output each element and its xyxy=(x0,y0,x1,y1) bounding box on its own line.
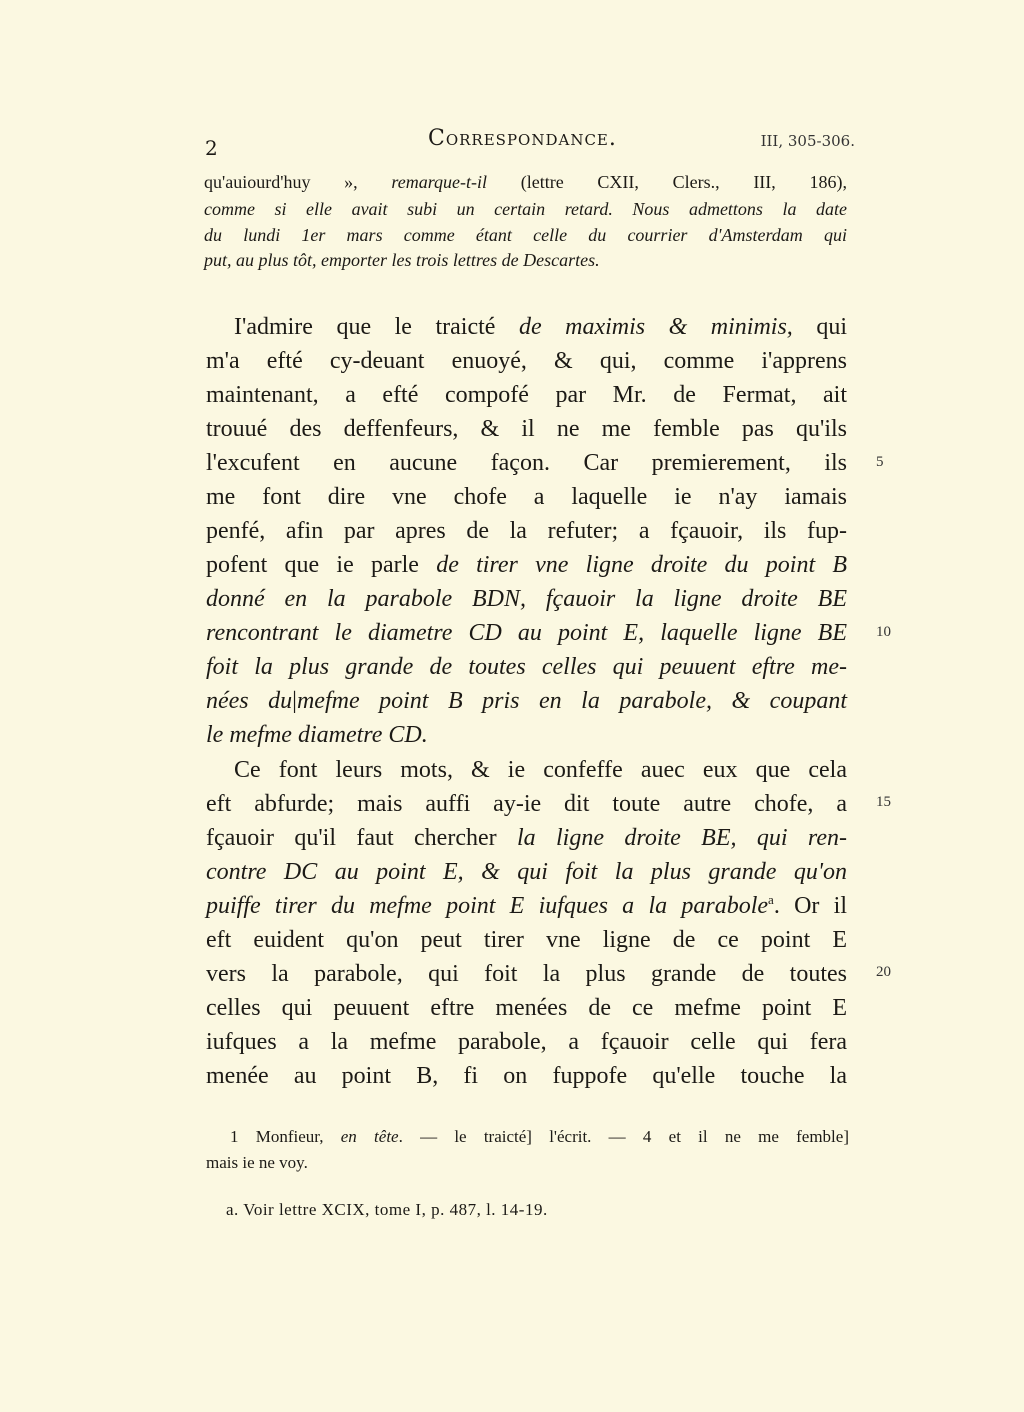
variant-line: 1 Monfieur, en tête. — le traicté] l'écrit. — 4 et il ne me femble] xyxy=(230,1127,849,1146)
note-line: qu'auiourd'huy », remarque-t-il (lettre CXII, Clers., III, 186), xyxy=(204,172,847,192)
page-number: 2 xyxy=(205,136,218,160)
note-line: du lundi 1er mars comme étant celle du courrier d'Amsterdam qui xyxy=(204,225,847,245)
text-line: eft euident qu'on peut tirer vne ligne de ce point E xyxy=(206,927,847,953)
page-header xyxy=(205,126,855,158)
text-line: l'excufent en aucune façon. Car premierement, ils xyxy=(206,450,847,476)
line-number: 15 xyxy=(876,794,891,810)
text-line: foit la plus grande de toutes celles qui peuuent eftre me- xyxy=(206,654,847,680)
line-number: 20 xyxy=(876,964,891,980)
text-line: contre DC au point E, & qui foit la plus grande qu'on xyxy=(206,859,847,885)
text-line: puiffe tirer du mefme point E iufques a la parabole$^a$. Or il xyxy=(206,892,847,919)
text-line: Ce font leurs mots, & ie confeffe auec eux que cela xyxy=(234,757,847,783)
running-title: Correspondance. xyxy=(428,126,617,151)
line-number: 10 xyxy=(876,624,891,640)
text-line: vers la parabole, qui foit la plus grande de toutes xyxy=(206,961,847,987)
text-line: iufques a la mefme parabole, a fçauoir celle qui fera xyxy=(206,1029,847,1055)
text-line: maintenant, a efté compofé par Mr. de Fermat, ait xyxy=(206,382,847,408)
text-line: trouué des deffenfeurs, & il ne me femble pas qu'ils xyxy=(206,416,847,442)
text-line: rencontrant le diametre CD au point E, laquelle ligne BE xyxy=(206,620,847,646)
text-line: I'admire que le traicté de maximis & minimis, qui xyxy=(234,314,847,340)
footnote: a. Voir lettre XCIX, tome I, p. 487, l. 14-19. xyxy=(226,1200,548,1219)
line-number: 5 xyxy=(876,454,884,470)
note-line: put, au plus tôt, emporter les trois lettres de Descartes. xyxy=(204,250,600,270)
text-line: donné en la parabole BDN, fçauoir la ligne droite BE xyxy=(206,586,847,612)
text-line: eft abfurde; mais auffi ay-ie dit toute autre chofe, a xyxy=(206,791,847,817)
page-reference: III, 305-306. xyxy=(760,132,855,150)
text-line: me font dire vne chofe a laquelle ie n'ay iamais xyxy=(206,484,847,510)
text-line: fçauoir qu'il faut chercher la ligne droite BE, qui ren- xyxy=(206,825,847,851)
text-line: penfé, afin par apres de la refuter; a fçauoir, ils fup- xyxy=(206,518,847,544)
variant-line: mais ie ne voy. xyxy=(206,1153,308,1172)
text-line: nées du|mefme point B pris en la parabole, & coupant xyxy=(206,688,847,714)
note-line: comme si elle avait subi un certain retard. Nous admettons la date xyxy=(204,199,847,219)
text-line: celles qui peuuent eftre menées de ce mefme point E xyxy=(206,995,847,1021)
text-line: m'a efté cy-deuant enuoyé, & qui, comme i'apprens xyxy=(206,348,847,374)
text-line: menée au point B, fi on fuppofe qu'elle touche la xyxy=(206,1063,847,1089)
text-line: pofent que ie parle de tirer vne ligne droite du point B xyxy=(206,552,848,578)
text-line: le mefme diametre CD. xyxy=(206,722,428,748)
